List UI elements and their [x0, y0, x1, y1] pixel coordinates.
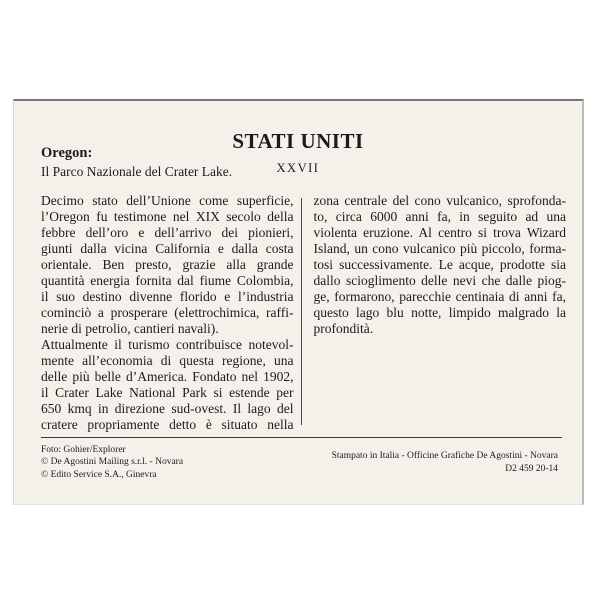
- series-numeral: XXVII: [276, 161, 320, 175]
- text-line: Island, un cono vulcanico più piccolo, forma-: [313, 241, 566, 256]
- text-line: tosi successivamente. Le acque, prodotte sia: [313, 257, 566, 272]
- text-line: l’Oregon fu testimone nel XIX secolo della: [41, 209, 294, 224]
- text-line: orientale. Ben presto, grazie alla grande: [41, 257, 294, 272]
- text-line: dallo scioglimento delle nevi che dalle piog-: [313, 273, 566, 288]
- footer-rule: [41, 437, 562, 438]
- text-line: to, circa 6000 anni fa, in seguito ad una: [313, 209, 566, 224]
- body-text: [41, 193, 566, 433]
- text-line: quantità energia fornita dal fiume Colombia,: [41, 273, 294, 288]
- card-title: STATI UNITI: [232, 129, 364, 153]
- printer-line: Stampato in Italia - Officine Grafiche De Agostini - Novara: [331, 451, 558, 461]
- region-label: Oregon:: [41, 145, 93, 161]
- text-line: nerie di petrolio, cantieri navali).: [41, 321, 219, 336]
- printer-block: [332, 450, 558, 476]
- text-line: cratere propriamente detto è situato nella: [41, 417, 294, 432]
- text-line: il suo destino divenne florido e l’industria: [41, 289, 294, 304]
- credits-block: [41, 444, 183, 481]
- text-line: Decimo stato dell’Unione come superficie,: [41, 193, 294, 208]
- collector-card-back: [13, 99, 584, 505]
- body-column-right: [314, 193, 567, 433]
- text-line: delle più belle d’America. Fondato nel 1902,: [41, 369, 294, 384]
- text-line: mente all’economia di questa regione, una: [41, 353, 294, 368]
- catalog-code: D2 459 20-14: [505, 464, 558, 474]
- text-line: violenta eruzione. Al centro si trova Wizard: [313, 225, 566, 240]
- column-divider: [301, 198, 302, 425]
- text-line: © Edito Service S.A., Ginevra: [41, 469, 157, 480]
- body-column-left: [41, 193, 294, 433]
- text-line: il Crater Lake National Park si estende per: [41, 385, 294, 400]
- text-line: © De Agostini Mailing s.r.l. - Novara: [41, 457, 184, 468]
- text-line: cominciò a prosperare (elettrochimica, raffi-: [41, 305, 294, 320]
- text-line: questo lago blu notte, limpido malgrado la: [313, 305, 566, 320]
- text-line: giunti dalla vicina California e dalla costa: [41, 241, 294, 256]
- text-line: Foto: Gohier/Explorer: [41, 445, 126, 455]
- text-line: ge, formarono, parecchie centinaia di anni fa,: [313, 289, 566, 304]
- text-line: Attualmente il turismo contribuisce notevol-: [41, 337, 294, 352]
- card-subtitle: Il Parco Nazionale del Crater Lake.: [41, 164, 233, 179]
- text-line: profondità.: [313, 321, 374, 336]
- text-line: 650 kmq in direzione sud-ovest. Il lago del: [41, 401, 294, 416]
- text-line: febbre dell’oro e dell’arrivo dei pionieri,: [41, 225, 294, 240]
- text-line: zona centrale del cono vulcanico, sprofonda-: [313, 193, 566, 208]
